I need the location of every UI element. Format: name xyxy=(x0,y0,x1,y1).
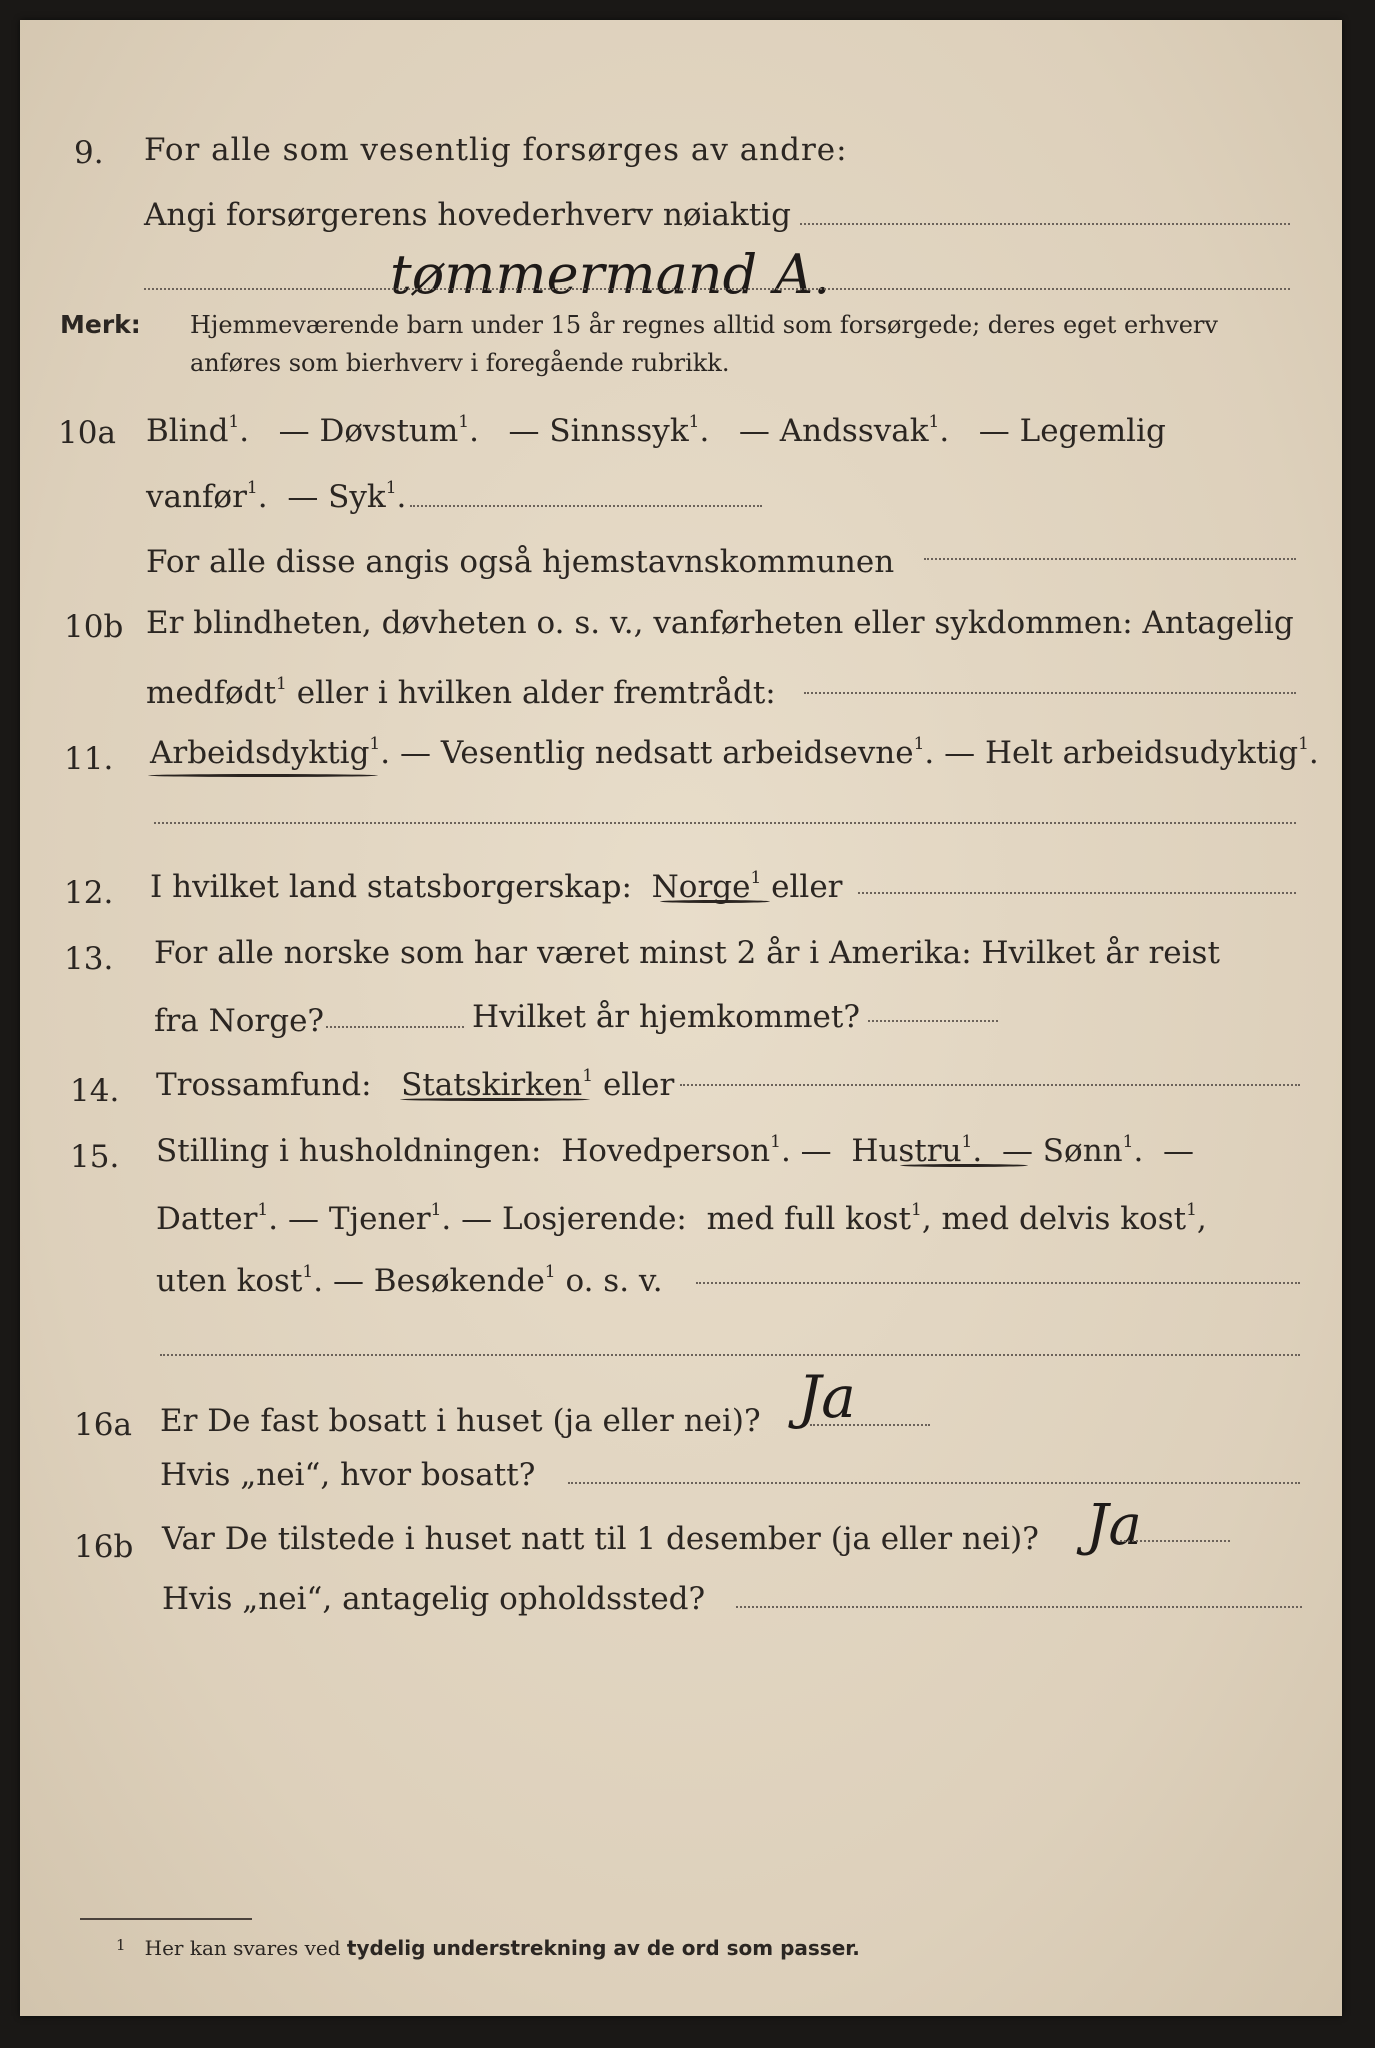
q10a-line-3: For alle disse angis også hjemstavnskommunen xyxy=(146,544,895,580)
q13-line-2a: fra Norge? xyxy=(154,1003,325,1039)
q15-line-1: Stilling i husholdningen: Hovedperson$^1$. — Hustru$^1$. — Sønn$^1$. — xyxy=(156,1132,1195,1169)
q14-underline-mark xyxy=(400,1098,590,1101)
q16a-number: 16a xyxy=(74,1407,132,1443)
q14-number: 14. xyxy=(70,1073,120,1109)
opt-syk: — Syk xyxy=(287,479,386,515)
opt-hustru: Hustru xyxy=(851,1133,962,1169)
q16a-subquestion: Hvis „nei“, hvor bosatt? xyxy=(160,1457,536,1493)
q15-number: 15. xyxy=(70,1139,120,1175)
q10a-options-line: Blind$^1$. — Døvstum$^1$. — Sinnssyk$^1$. — Andssvak$^1$. — Legemlig xyxy=(146,412,1166,449)
opt-udyktig: — Helt arbeidsudyktig xyxy=(944,735,1299,771)
q16b-handwritten-answer: Ja xyxy=(1086,1493,1142,1558)
footnote-mark: 1 xyxy=(116,1936,126,1954)
q12-answer-line xyxy=(858,892,1296,894)
q13-line-2b: Hvilket år hjemkommet? xyxy=(472,999,860,1035)
q9-answer-line-2 xyxy=(144,288,1290,290)
opt-dovstum: — Døvstum xyxy=(278,413,459,449)
q11-answer-line xyxy=(154,822,1296,824)
q11-underline-mark xyxy=(148,774,378,777)
q10b-answer-line xyxy=(804,692,1296,694)
q15-line-2: Datter$^1$. — Tjener$^1$. — Losjerende: med full kost$^1$, med delvis kost$^1$, xyxy=(156,1200,1207,1237)
census-form-page xyxy=(20,20,1342,2016)
opt-vanfor: vanfør xyxy=(146,479,247,515)
q15-answer-line-2 xyxy=(160,1354,1300,1356)
merk-label: Merk: xyxy=(60,310,141,339)
q15-line-3: uten kost$^1$. — Besøkende$^1$ o. s. v. xyxy=(156,1262,663,1299)
q13-reist-line xyxy=(326,1026,464,1028)
q9-number: 9. xyxy=(74,135,104,171)
opt-arbeidsdyktig: Arbeidsdyktig xyxy=(150,735,370,771)
q10a-syk-line xyxy=(410,505,762,507)
q16a-handwritten-answer: Ja xyxy=(798,1363,856,1431)
q16a-question: Er De fast bosatt i huset (ja eller nei)? xyxy=(160,1403,761,1439)
q16b-subquestion: Hvis „nei“, antagelig opholdssted? xyxy=(162,1581,706,1617)
q10b-number: 10b xyxy=(64,609,124,645)
q10a-line-2: vanfør$^1$. — Syk$^1$. xyxy=(146,478,407,515)
q9-subquestion: Angi forsørgerens hovederhverv nøiaktig xyxy=(144,197,791,233)
opt-norge: Norge xyxy=(651,869,751,905)
opt-andssvak: — Andssvak xyxy=(738,413,929,449)
opt-sinnssyk: — Sinnssyk xyxy=(508,413,689,449)
merk-line-2: anføres som bierhverv i foregående rubrikk. xyxy=(190,349,730,377)
q16b-answer-line xyxy=(1120,1540,1230,1542)
opt-statskirken: Statskirken xyxy=(401,1067,583,1103)
q16a-bosatt-line xyxy=(568,1482,1300,1484)
q16a-answer-line xyxy=(810,1424,930,1426)
q9-question: For alle som vesentlig forsørges av andre: xyxy=(144,132,848,168)
q13-number: 13. xyxy=(64,941,114,977)
opt-blind: Blind xyxy=(146,413,229,449)
opt-legemlig: — Legemlig xyxy=(978,413,1166,449)
q9-answer-line-1 xyxy=(800,223,1290,225)
q13-hjemkommet-line xyxy=(868,1020,998,1022)
merk-line-1: Hjemmeværende barn under 15 år regnes alltid som forsørgede; deres eget erhverv xyxy=(190,311,1218,339)
q14-answer-line xyxy=(680,1084,1300,1086)
q16b-number: 16b xyxy=(74,1529,134,1565)
q13-line-1: For alle norske som har været minst 2 år i Amerika: Hvilket år reist xyxy=(154,935,1220,971)
q12-underline-mark xyxy=(660,900,770,903)
footnote-rule xyxy=(80,1918,252,1920)
q11-options: Arbeidsdyktig$^1$. — Vesentlig nedsatt arbeidsevne$^1$. — Helt arbeidsudyktig$^1$. xyxy=(150,734,1319,771)
q16b-opphold-line xyxy=(736,1606,1302,1608)
q10a-hjemstavn-line xyxy=(924,558,1296,560)
q15-underline-mark xyxy=(900,1164,1028,1167)
q15-answer-line-1 xyxy=(696,1282,1300,1284)
q12-number: 12. xyxy=(64,875,114,911)
q12-question: I hvilket land statsborgerskap: Norge$^1$ eller xyxy=(150,868,843,905)
footnote: $^1$ Her kan svares ved tydelig understrekning av de ord som passer. xyxy=(116,1936,860,1960)
opt-nedsatt: — Vesentlig nedsatt arbeidsevne xyxy=(399,735,914,771)
q11-number: 11. xyxy=(64,741,114,777)
q14-question: Trossamfund: Statskirken$^1$ eller xyxy=(156,1066,675,1103)
q10a-number: 10a xyxy=(58,415,116,451)
q10b-line-1: Er blindheten, døvheten o. s. v., vanførheten eller sykdommen: Antagelig xyxy=(146,605,1294,641)
q9-handwritten-answer: tømmermand A. xyxy=(390,243,831,306)
q10b-line-2: medfødt$^1$ eller i hvilken alder fremtrådt: xyxy=(146,674,776,711)
q16b-question: Var De tilstede i huset natt til 1 desember (ja eller nei)? xyxy=(162,1521,1039,1557)
